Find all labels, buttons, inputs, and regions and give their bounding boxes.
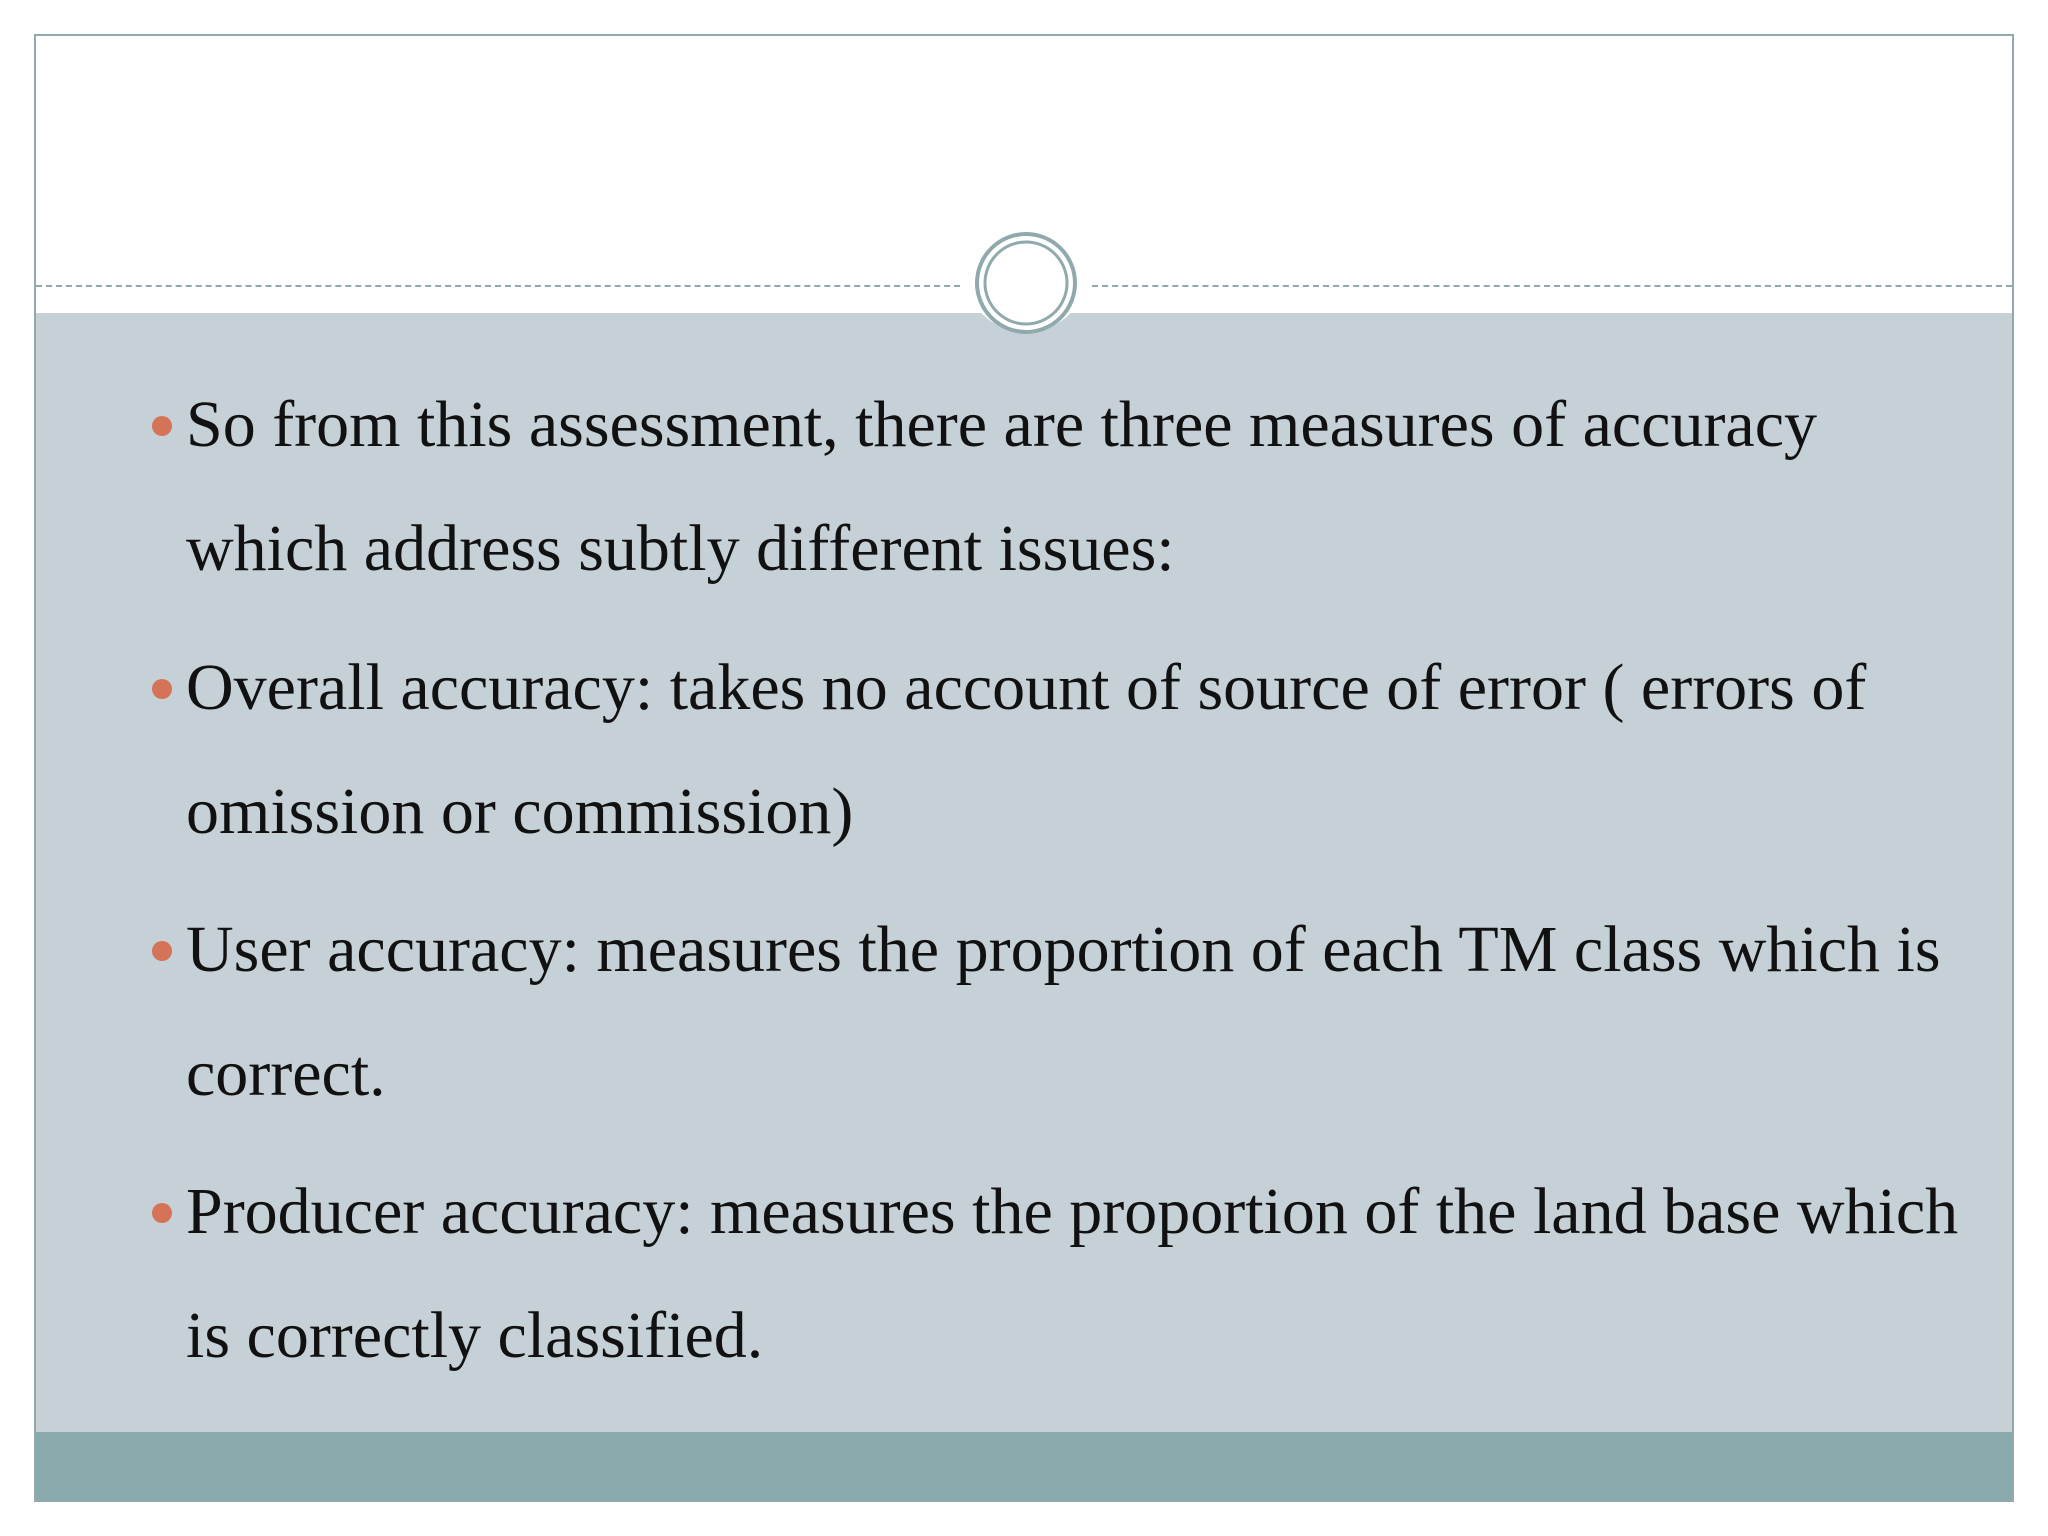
bullet-text: User accuracy: measures the proportion of each TM class which is correct. [186,913,1941,1110]
bullet-dot-icon [152,679,172,699]
bullet-dot-icon [152,941,172,961]
bullet-dot-icon [152,1203,172,1223]
bullet-item [186,1150,1976,1398]
slide [34,34,2014,1502]
bullet-item [186,363,1976,611]
bullet-text: Overall accuracy: takes no account of source of error ( errors of omission or commission) [186,651,1867,848]
bullet-text: Producer accuracy: measures the proportion of the land base which is correctly classified. [186,1175,1959,1372]
bullet-item [186,888,1976,1136]
bullet-item [186,626,1976,874]
dashed-rule-right [1092,285,2012,287]
slide-footer-band [36,1432,2012,1502]
bullet-dot-icon [152,416,172,436]
dashed-rule-left [36,285,960,287]
double-ring-circle-icon [974,231,1078,335]
bullet-text: So from this assessment, there are three measures of accuracy which address subtly different issues: [186,388,1818,585]
